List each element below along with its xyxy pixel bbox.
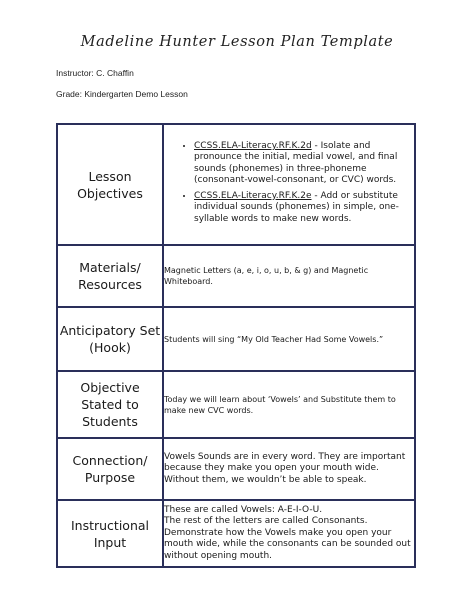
instruction-line: These are called Vowels: A-E-I-O-U. bbox=[164, 504, 323, 515]
label-objective-stated: Objective Stated to Students bbox=[57, 371, 163, 438]
grade-line: Grade: Kindergarten Demo Lesson bbox=[56, 89, 188, 99]
content-connection-purpose: Vowels Sounds are in every word. They are important because they make you open your mouth wide. Without them, we wouldn’t be able to speak. bbox=[163, 438, 415, 500]
objectives-list bbox=[164, 141, 414, 225]
row-instructional-input bbox=[57, 500, 415, 567]
lesson-plan-table bbox=[56, 123, 416, 568]
content-anticipatory-set: Students will sing “My Old Teacher Had Some Vowels.” bbox=[163, 307, 415, 371]
instructor-line: Instructor: C. Chaffin bbox=[56, 68, 134, 78]
label-materials: Materials/ Resources bbox=[57, 245, 163, 307]
objective-item bbox=[194, 141, 414, 187]
row-lesson-objectives bbox=[57, 124, 415, 245]
row-connection-purpose bbox=[57, 438, 415, 500]
label-instructional-input: Instructional Input bbox=[57, 500, 163, 567]
content-materials: Magnetic Letters (a, e, i, o, u, b, & g) and Magnetic Whiteboard. bbox=[163, 245, 415, 307]
row-materials bbox=[57, 245, 415, 307]
content-instructional-input bbox=[163, 500, 415, 567]
label-lesson-objectives: Lesson Objectives bbox=[57, 124, 163, 245]
row-objective-stated bbox=[57, 371, 415, 438]
content-objective-stated: Today we will learn about ‘Vowels’ and Substitute them to make new CVC words. bbox=[163, 371, 415, 438]
instruction-line: The rest of the letters are called Consonants. bbox=[164, 516, 368, 527]
label-connection-purpose: Connection/ Purpose bbox=[57, 438, 163, 500]
instruction-line: Demonstrate how the Vowels make you open your mouth wide, while the consonants can be sounded out without opening mouth. bbox=[164, 527, 411, 561]
standard-link[interactable]: CCSS.ELA-Literacy.RF.K.2e bbox=[194, 190, 312, 201]
objective-text: - Add or substitute individual sounds (phonemes) in simple, one-syllable words to make new words. bbox=[194, 190, 399, 224]
standard-link[interactable]: CCSS.ELA-Literacy.RF.K.2d bbox=[194, 141, 312, 152]
row-anticipatory-set bbox=[57, 307, 415, 371]
objective-item bbox=[194, 191, 414, 225]
content-lesson-objectives bbox=[163, 124, 415, 245]
label-anticipatory-set: Anticipatory Set (Hook) bbox=[57, 307, 163, 371]
document-title: Madeline Hunter Lesson Plan Template bbox=[80, 34, 394, 50]
objective-text: - Isolate and pronounce the initial, medial vowel, and final sounds (phonemes) in three-phoneme (consonant-vowel-consonant, or CVC) words. bbox=[194, 141, 398, 186]
